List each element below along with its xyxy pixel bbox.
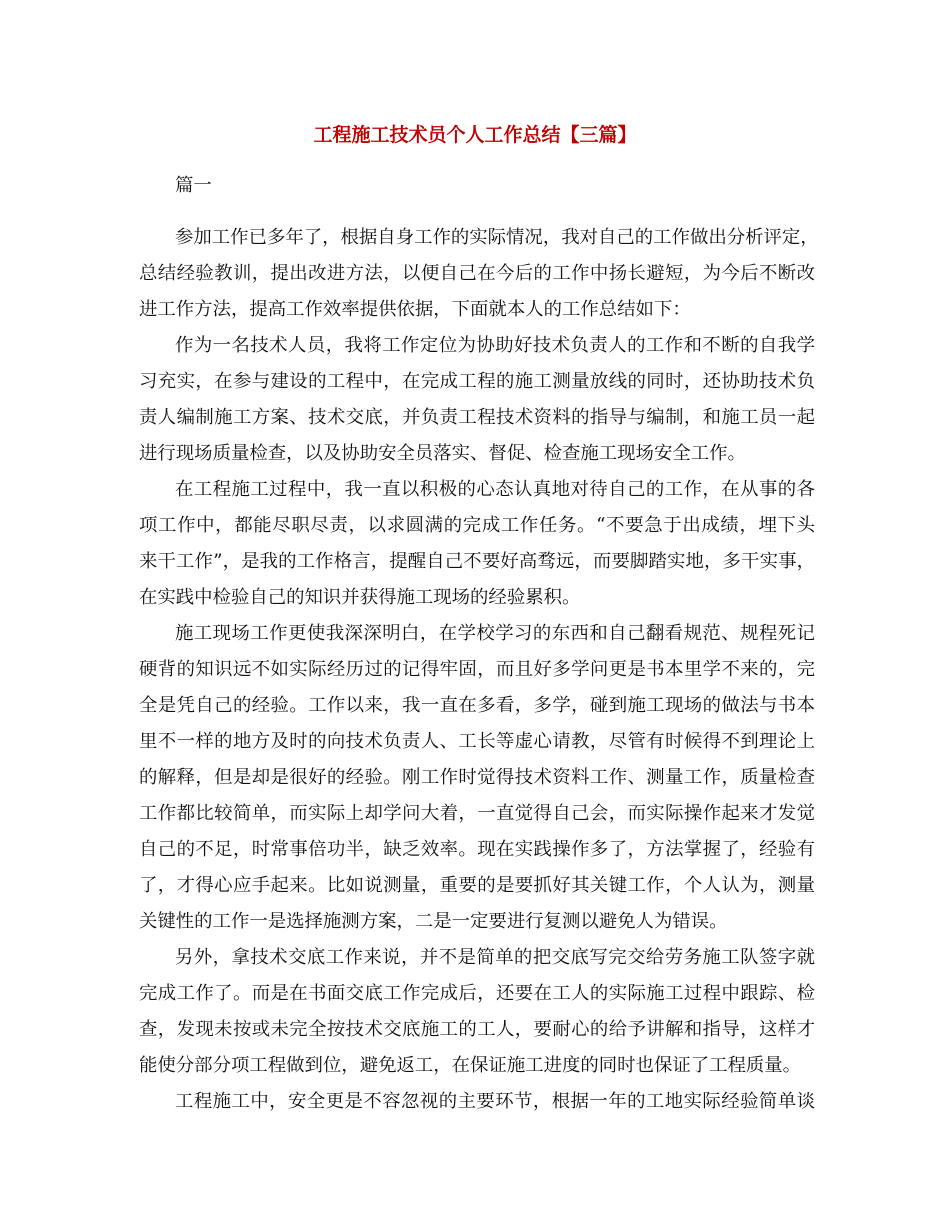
paragraph-line: 参加工作已多年了，根据自身工作的实际情况，我对自己的工作做出分析评定， xyxy=(175,227,819,248)
paragraph-line: 作为一名技术人员，我将工作定位为协助好技术负责人的工作和不断的自我学 xyxy=(175,335,815,356)
paragraph-line: 自己的不足，时常事倍功半，缺乏效率。现在实践操作多了，方法掌握了，经验有 xyxy=(139,839,815,860)
paragraph-line: 完成工作了。而是在书面交底工作完成后，还要在工人的实际施工过程中跟踪、检 xyxy=(139,983,815,1004)
paragraph-line: 查，发现未按或未完全按技术交底施工的工人，要耐心的给予讲解和指导，这样才 xyxy=(139,1019,815,1040)
paragraph-line: 全是凭自己的经验。工作以来，我一直在多看，多学，碰到施工现场的做法与书本 xyxy=(139,695,815,716)
paragraph-line: 进行现场质量检查，以及协助安全员落实、督促、检查施工现场安全工作。 xyxy=(139,443,746,464)
paragraph-line: 工作都比较简单，而实际上却学问大着，一直觉得自己会，而实际操作起来才发觉 xyxy=(139,803,815,824)
paragraph-line: 施工现场工作更使我深深明白，在学校学习的东西和自己翻看规范、规程死记 xyxy=(175,623,815,644)
paragraph-line: 总结经验教训，提出改进方法，以便自己在今后的工作中扬长避短，为今后不断改 xyxy=(139,263,815,284)
paragraph-line: 项工作中，都能尽职尽责，以求圆满的完成工作任务。“不要急于出成绩，埋下头 xyxy=(139,515,815,536)
paragraph-line: 能使分部分项工程做到位，避免返工，在保证施工进度的同时也保证了工程质量。 xyxy=(139,1055,802,1076)
paragraph-line: 工程施工中，安全更是不容忽视的主要环节，根据一年的工地实际经验简单谈 xyxy=(175,1091,815,1112)
document-title: 工程施工技术员个人工作总结【三篇】 xyxy=(313,124,637,146)
paragraph-line: 硬背的知识远不如实际经历过的记得牢固，而且好多学问更是书本里学不来的，完 xyxy=(139,659,815,680)
paragraph-line: 关键性的工作一是选择施测方案，二是一定要进行复测以避免人为错误。 xyxy=(139,911,728,932)
paragraph-line: 习充实，在参与建设的工程中，在完成工程的施工测量放线的同时，还协助技术负 xyxy=(139,371,815,392)
paragraph-line: 进工作方法，提高工作效率提供依据，下面就本人的工作总结如下： xyxy=(139,299,691,320)
paragraph-line: 责人编制施工方案、技术交底，并负责工程技术资料的指导与编制，和施工员一起 xyxy=(139,407,815,428)
paragraph-line: 了，才得心应手起来。比如说测量，重要的是要抓好其关键工作，个人认为，测量 xyxy=(139,875,815,896)
section-heading: 篇一 xyxy=(175,175,212,196)
paragraph-line: 来干工作”，是我的工作格言，提醒自己不要好高骛远，而要脚踏实地，多干实事， xyxy=(139,551,815,572)
paragraph-line: 另外，拿技术交底工作来说，并不是简单的把交底写完交给劳务施工队签字就 xyxy=(175,947,815,968)
paragraph-line: 在实践中检验自己的知识并获得施工现场的经验累积。 xyxy=(139,587,581,608)
paragraph-line: 的解释，但是却是很好的经验。刚工作时觉得技术资料工作、测量工作，质量检查 xyxy=(139,767,815,788)
paragraph-line: 在工程施工过程中，我一直以积极的心态认真地对待自己的工作，在从事的各 xyxy=(175,479,815,500)
paragraph-line: 里不一样的地方及时的向技术负责人、工长等虚心请教，尽管有时候得不到理论上 xyxy=(139,731,815,752)
